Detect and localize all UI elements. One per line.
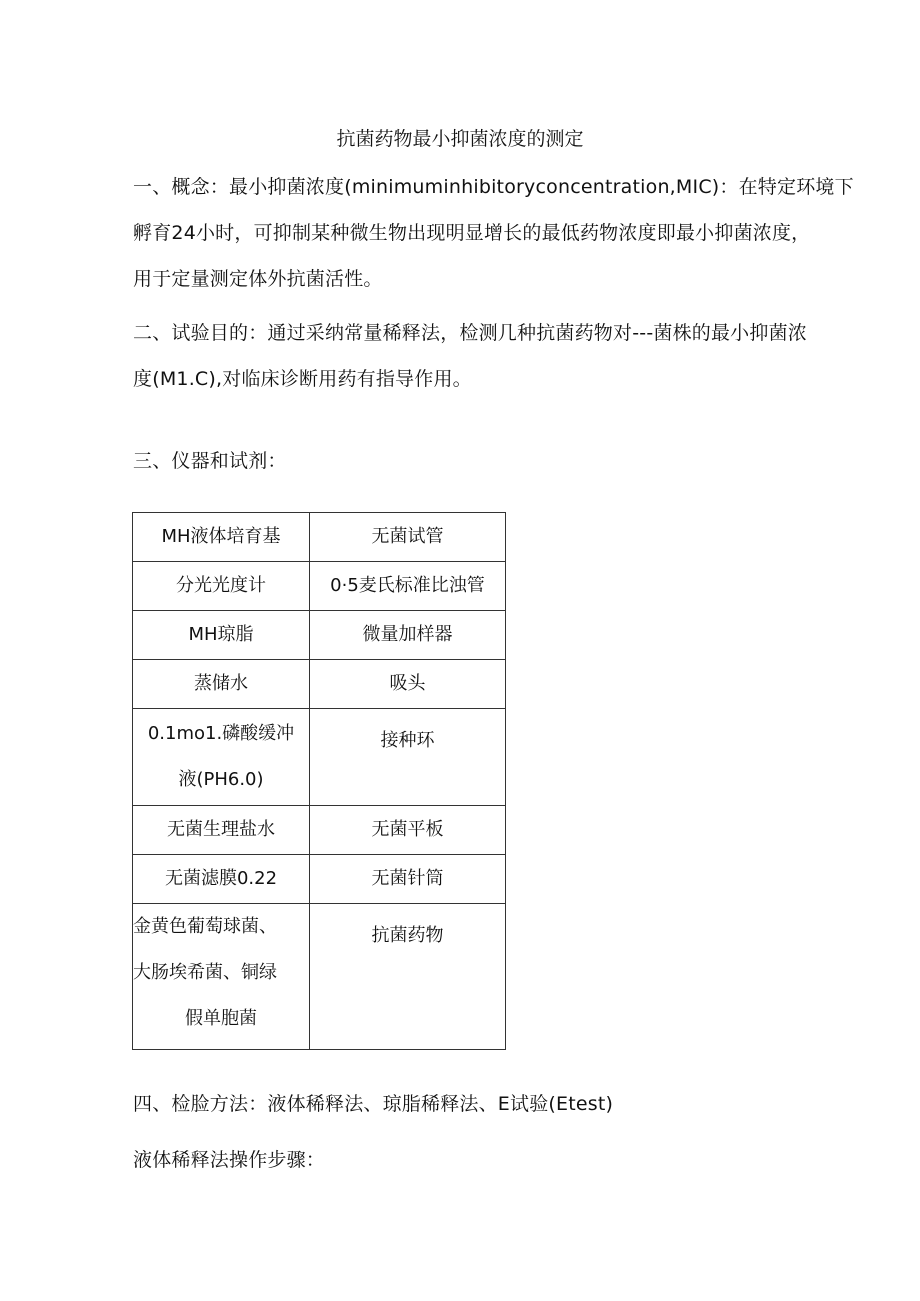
table-cell: 接种环 (310, 709, 506, 806)
purpose-paragraph (133, 310, 807, 402)
table-row (133, 806, 506, 855)
table-cell: 分光光度计 (133, 562, 310, 611)
concept-line: 一、概念：最小抑菌浓度(minimuminhibitoryconcentration,MIC)：在特定环境下 (133, 176, 854, 198)
purpose-line: 度(M1.C),对临床诊断用药有指导作用。 (133, 368, 472, 390)
table-row (133, 611, 506, 660)
table-cell (133, 904, 310, 1050)
table-row (133, 709, 506, 806)
table-cell (133, 709, 310, 806)
table-cell: 0·5麦氏标准比浊管 (310, 562, 506, 611)
cell-line: 液(PH6.0) (178, 769, 264, 790)
concept-line: 孵育24小时，可抑制某种微生物出现明显增长的最低药物浓度即最小抑菌浓度， (133, 222, 811, 244)
table-row (133, 660, 506, 709)
table-cell: 无菌试管 (310, 513, 506, 562)
cell-line: 假单胞菌 (185, 1008, 257, 1029)
document-title: 抗菌药物最小抑菌浓度的测定 (336, 128, 584, 150)
purpose-line: 二、试验目的：通过采纳常量稀释法，检测几种抗菌药物对---菌株的最小抑菌浓 (133, 322, 807, 344)
table-cell: 微量加样器 (310, 611, 506, 660)
table-row (133, 562, 506, 611)
table-cell: 蒸储水 (133, 660, 310, 709)
table-cell: MH液体培育基 (133, 513, 310, 562)
methods-paragraph: 四、检脸方法：液体稀释法、琼脂稀释法、E试验(Etest) (133, 1093, 614, 1115)
table-row (133, 513, 506, 562)
table-cell: 无菌滤膜0.22 (133, 855, 310, 904)
table-row (133, 904, 506, 1050)
table-row (133, 855, 506, 904)
table-cell: MH琼脂 (133, 611, 310, 660)
table-cell: 无菌平板 (310, 806, 506, 855)
cell-line: 0.1mo1.磷酸缓冲 (147, 723, 295, 744)
cell-line: 金黄色葡萄球菌、 (133, 916, 277, 937)
steps-heading: 液体稀释法操作步骤： (133, 1149, 326, 1171)
table-cell: 无菌生理盐水 (133, 806, 310, 855)
table-cell: 无菌针筒 (310, 855, 506, 904)
table-cell: 吸头 (310, 660, 506, 709)
cell-line: 大肠埃希菌、铜绿 (133, 962, 277, 983)
instruments-heading: 三、仪器和试剂： (133, 450, 287, 472)
instruments-table (132, 512, 506, 1050)
concept-line: 用于定量测定体外抗菌活性。 (133, 268, 383, 290)
table-cell: 抗菌药物 (310, 904, 506, 1050)
concept-paragraph (133, 164, 854, 302)
